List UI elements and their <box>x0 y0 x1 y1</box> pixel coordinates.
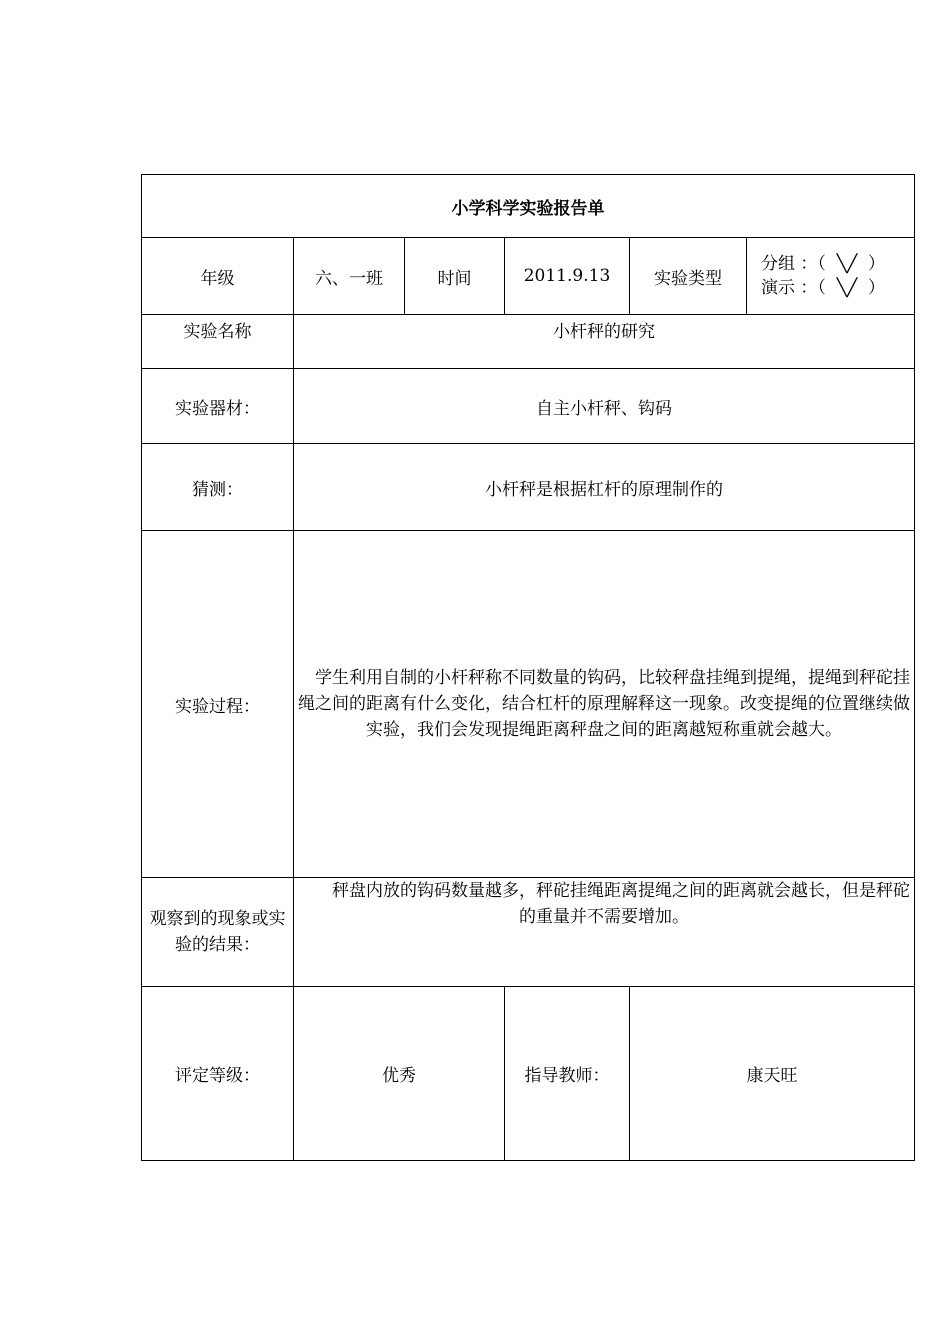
report-title: 小学科学实验报告单 <box>142 175 915 238</box>
process-value: 学生利用自制的小杆秤称不同数量的钩码，比较秤盘挂绳到提绳，提绳到秤砣挂绳之间的距离有什么变化，结合杠杆的原理解释这一现象。改变提绳的位置继续做实验，我们会发现提绳距离秤盘之间的距离越短称重就会越大。 <box>294 531 915 878</box>
hypothesis-value: 小杆秤是根据杠杆的原理制作的 <box>294 444 915 531</box>
experiment-report-table <box>141 174 915 1161</box>
experiment-name-value: 小杆秤的研究 <box>294 315 915 369</box>
type-group-option: 分组 ：（ ╲╱ ） <box>761 254 885 274</box>
teacher-value: 康天旺 <box>630 987 915 1161</box>
experiment-type-label: 实验类型 <box>630 238 747 315</box>
time-label: 时间 <box>405 238 505 315</box>
time-value: 2011.9.13 <box>505 238 630 315</box>
observation-label: 观察到的现象或实验的结果： <box>142 878 294 987</box>
teacher-label: 指导教师： <box>505 987 630 1161</box>
hypothesis-label: 猜测： <box>142 444 294 531</box>
process-label: 实验过程： <box>142 531 294 878</box>
grade-label: 年级 <box>142 238 294 315</box>
type-demo-option: 演示 ：（ ╲╱ ） <box>761 278 885 298</box>
observation-value: 秤盘内放的钩码数量越多，秤砣挂绳距离提绳之间的距离就会越长，但是秤砣的重量并不需要增加。 <box>294 878 915 987</box>
evaluation-grade-value: 优秀 <box>294 987 505 1161</box>
experiment-type-options <box>747 238 915 315</box>
grade-value: 六、一班 <box>294 238 405 315</box>
materials-label: 实验器材： <box>142 369 294 444</box>
materials-value: 自主小杆秤、钩码 <box>294 369 915 444</box>
experiment-name-label: 实验名称 <box>142 315 294 369</box>
evaluation-grade-label: 评定等级： <box>142 987 294 1161</box>
